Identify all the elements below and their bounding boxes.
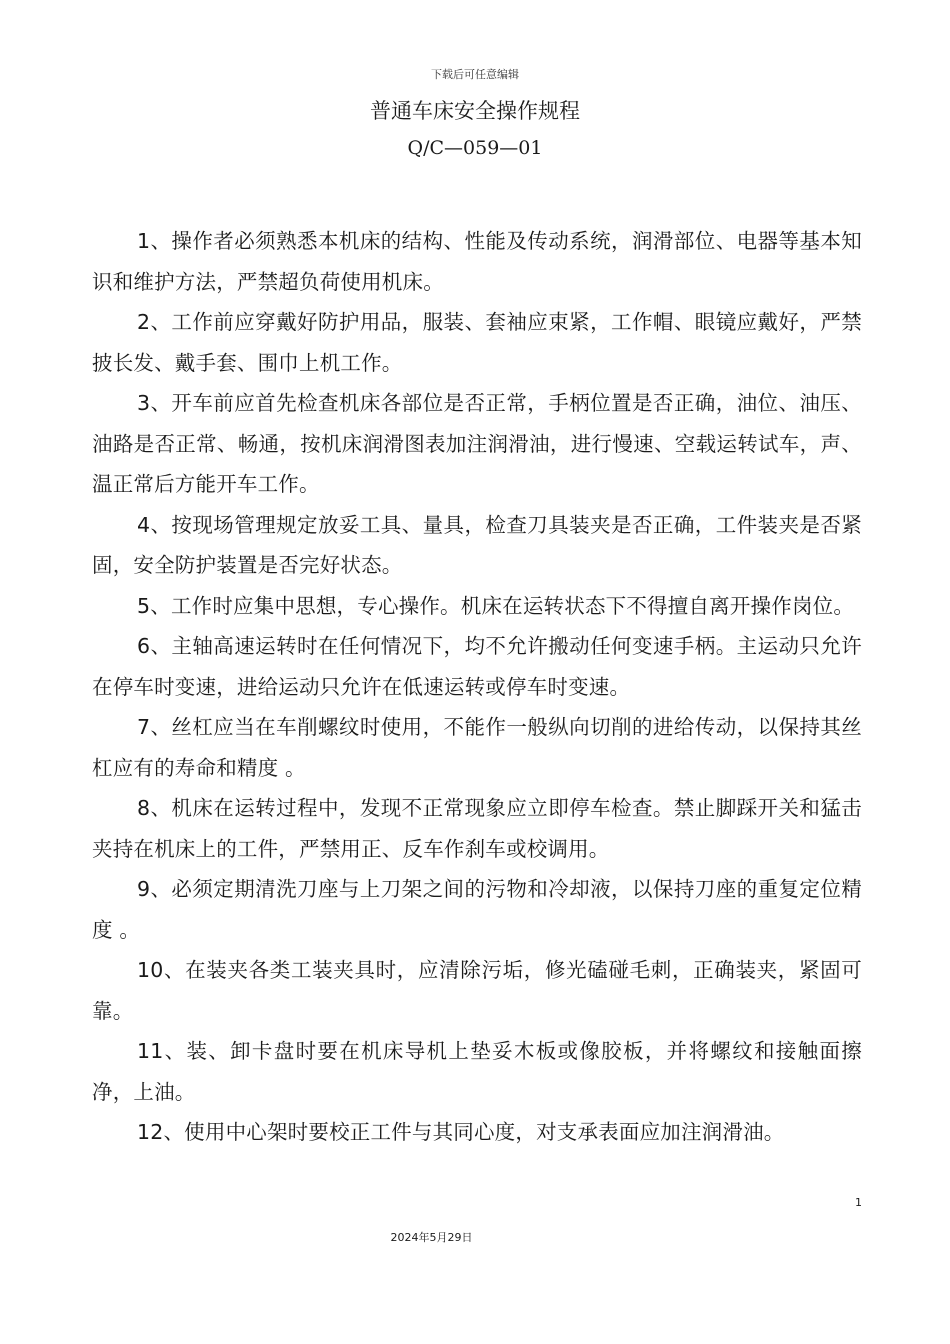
paragraph-2: 2、工作前应穿戴好防护用品，服装、套袖应束紧，工作帽、眼镜应戴好，严禁披长发、戴手套、围巾上机工作。 (92, 310, 862, 375)
paragraph-10: 10、在装夹各类工装夹具时，应清除污垢，修光磕碰毛刺，正确装夹，紧固可靠。 (92, 958, 862, 1023)
paragraph-8: 8、机床在运转过程中，发现不正常现象应立即停车检查。禁止脚踩开关和猛击夹持在机床上的工件，严禁用正、反车作刹车或校调用。 (92, 796, 862, 861)
paragraph-4: 4、按现场管理规定放妥工具、量具，检查刀具装夹是否正确，工件装夹是否紧固，安全防护装置是否完好状态。 (92, 512, 862, 577)
document-body (92, 221, 862, 1153)
paragraph-3: 3、开车前应首先检查机床各部位是否正常，手柄位置是否正确，油位、油压、油路是否正常、畅通，按机床润滑图表加注润滑油，进行慢速、空载运转试车，声、温正常后方能开车工作。 (92, 391, 862, 496)
paragraph-1: 1、操作者必须熟悉本机床的结构、性能及传动系统，润滑部位、电器等基本知识和维护方法，严禁超负荷使用机床。 (92, 229, 862, 294)
paragraph-11: 11、装、卸卡盘时要在机床导机上垫妥木板或像胶板，并将螺纹和接触面擦净，上油。 (92, 1039, 862, 1104)
paragraph-5: 5、工作时应集中思想，专心操作。机床在运转状态下不得擅自离开操作岗位。 (137, 593, 855, 618)
document-code: Q/C—059—01 (407, 137, 543, 159)
header-note: 下载后可任意编辑 (431, 68, 519, 81)
footer-date: 2024年5月29日 (390, 1231, 473, 1244)
page-number: 1 (855, 1196, 862, 1209)
document-title: 普通车床安全操作规程 (370, 99, 580, 123)
paragraph-7: 7、丝杠应当在车削螺纹时使用，不能作一般纵向切削的进给传动，以保持其丝杠应有的寿命和精度 。 (92, 715, 862, 780)
paragraph-9: 9、必须定期清洗刀座与上刀架之间的污物和冷却液，以保持刀座的重复定位精度 。 (92, 877, 862, 942)
paragraph-6: 6、主轴高速运转时在任何情况下，均不允许搬动任何变速手柄。主运动只允许在停车时变速，进给运动只允许在低速运转或停车时变速。 (92, 634, 862, 699)
paragraph-12: 12、使用中心架时要校正工件与其同心度，对支承表面应加注润滑油。 (137, 1120, 785, 1144)
